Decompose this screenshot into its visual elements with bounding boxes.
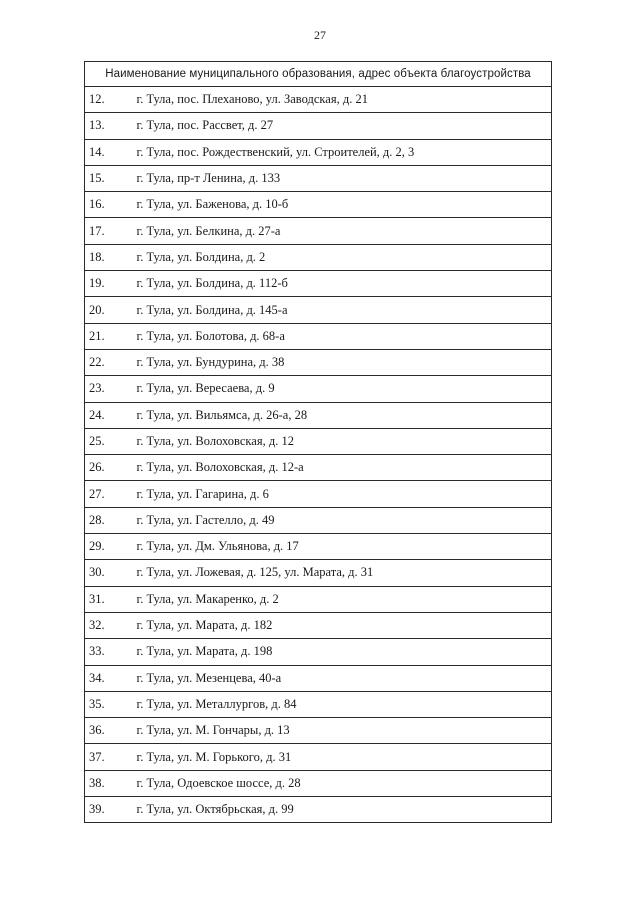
row-number: 34. xyxy=(85,665,131,691)
row-address: г. Тула, ул. Марата, д. 182 xyxy=(131,612,552,638)
table-row xyxy=(85,507,552,533)
row-number: 29. xyxy=(85,534,131,560)
table-row xyxy=(85,455,552,481)
row-address: г. Тула, ул. Болотова, д. 68-а xyxy=(131,323,552,349)
row-address: г. Тула, ул. Марата, д. 198 xyxy=(131,639,552,665)
row-number: 33. xyxy=(85,639,131,665)
table-row xyxy=(85,718,552,744)
table-row xyxy=(85,481,552,507)
row-number: 20. xyxy=(85,297,131,323)
table-row xyxy=(85,349,552,375)
table-header-row xyxy=(85,62,552,87)
row-number: 14. xyxy=(85,139,131,165)
row-number: 27. xyxy=(85,481,131,507)
table-row xyxy=(85,323,552,349)
row-address: г. Тула, пос. Плеханово, ул. Заводская, д. 21 xyxy=(131,87,552,113)
row-address: г. Тула, пр-т Ленина, д. 133 xyxy=(131,165,552,191)
page-number: 27 xyxy=(314,28,326,42)
table-row xyxy=(85,402,552,428)
table-row xyxy=(85,586,552,612)
table-row xyxy=(85,744,552,770)
row-number: 24. xyxy=(85,402,131,428)
row-number: 39. xyxy=(85,797,131,823)
row-number: 30. xyxy=(85,560,131,586)
row-address: г. Тула, ул. Дм. Ульянова, д. 17 xyxy=(131,534,552,560)
table-row xyxy=(85,612,552,638)
row-address: г. Тула, Одоевское шоссе, д. 28 xyxy=(131,770,552,796)
row-address: г. Тула, ул. Октябрьская, д. 99 xyxy=(131,797,552,823)
row-address: г. Тула, ул. Болдина, д. 112-б xyxy=(131,271,552,297)
table-header: Наименование муниципального образования, адрес объекта благоустройства xyxy=(85,62,552,87)
row-number: 12. xyxy=(85,87,131,113)
row-number: 18. xyxy=(85,244,131,270)
row-address: г. Тула, ул. Вильямса, д. 26-а, 28 xyxy=(131,402,552,428)
row-number: 15. xyxy=(85,165,131,191)
row-address: г. Тула, ул. Волоховская, д. 12-а xyxy=(131,455,552,481)
row-address: г. Тула, ул. Бундурина, д. 38 xyxy=(131,349,552,375)
row-number: 35. xyxy=(85,691,131,717)
address-table xyxy=(84,61,552,823)
row-number: 17. xyxy=(85,218,131,244)
table-row xyxy=(85,770,552,796)
row-number: 25. xyxy=(85,428,131,454)
row-address: г. Тула, ул. Гастелло, д. 49 xyxy=(131,507,552,533)
table-row xyxy=(85,560,552,586)
table-row xyxy=(85,534,552,560)
row-address: г. Тула, ул. Болдина, д. 2 xyxy=(131,244,552,270)
row-address: г. Тула, ул. Волоховская, д. 12 xyxy=(131,428,552,454)
table-row xyxy=(85,165,552,191)
table-body xyxy=(85,87,552,823)
row-address: г. Тула, ул. Болдина, д. 145-а xyxy=(131,297,552,323)
table-row xyxy=(85,665,552,691)
row-number: 19. xyxy=(85,271,131,297)
table-row xyxy=(85,691,552,717)
row-number: 23. xyxy=(85,376,131,402)
row-address: г. Тула, пос. Рождественский, ул. Строителей, д. 2, 3 xyxy=(131,139,552,165)
table-row xyxy=(85,271,552,297)
row-address: г. Тула, ул. Ложевая, д. 125, ул. Марата, д. 31 xyxy=(131,560,552,586)
row-address: г. Тула, ул. Белкина, д. 27-а xyxy=(131,218,552,244)
row-address: г. Тула, ул. М. Горького, д. 31 xyxy=(131,744,552,770)
row-address: г. Тула, ул. Мезенцева, 40-а xyxy=(131,665,552,691)
row-number: 26. xyxy=(85,455,131,481)
table-row xyxy=(85,87,552,113)
row-address: г. Тула, ул. Вересаева, д. 9 xyxy=(131,376,552,402)
row-number: 21. xyxy=(85,323,131,349)
table-row xyxy=(85,218,552,244)
table-row xyxy=(85,297,552,323)
table-row xyxy=(85,376,552,402)
row-address: г. Тула, ул. М. Гончары, д. 13 xyxy=(131,718,552,744)
table-row xyxy=(85,244,552,270)
table-row xyxy=(85,139,552,165)
row-address: г. Тула, ул. Металлургов, д. 84 xyxy=(131,691,552,717)
table-row xyxy=(85,192,552,218)
row-address: г. Тула, пос. Рассвет, д. 27 xyxy=(131,113,552,139)
row-number: 28. xyxy=(85,507,131,533)
row-number: 37. xyxy=(85,744,131,770)
row-number: 38. xyxy=(85,770,131,796)
row-number: 36. xyxy=(85,718,131,744)
row-number: 22. xyxy=(85,349,131,375)
row-address: г. Тула, ул. Гагарина, д. 6 xyxy=(131,481,552,507)
row-number: 16. xyxy=(85,192,131,218)
table-row xyxy=(85,428,552,454)
row-address: г. Тула, ул. Макаренко, д. 2 xyxy=(131,586,552,612)
table-row xyxy=(85,797,552,823)
row-number: 13. xyxy=(85,113,131,139)
table-row xyxy=(85,639,552,665)
table-row xyxy=(85,113,552,139)
row-number: 32. xyxy=(85,612,131,638)
row-number: 31. xyxy=(85,586,131,612)
row-address: г. Тула, ул. Баженова, д. 10-б xyxy=(131,192,552,218)
